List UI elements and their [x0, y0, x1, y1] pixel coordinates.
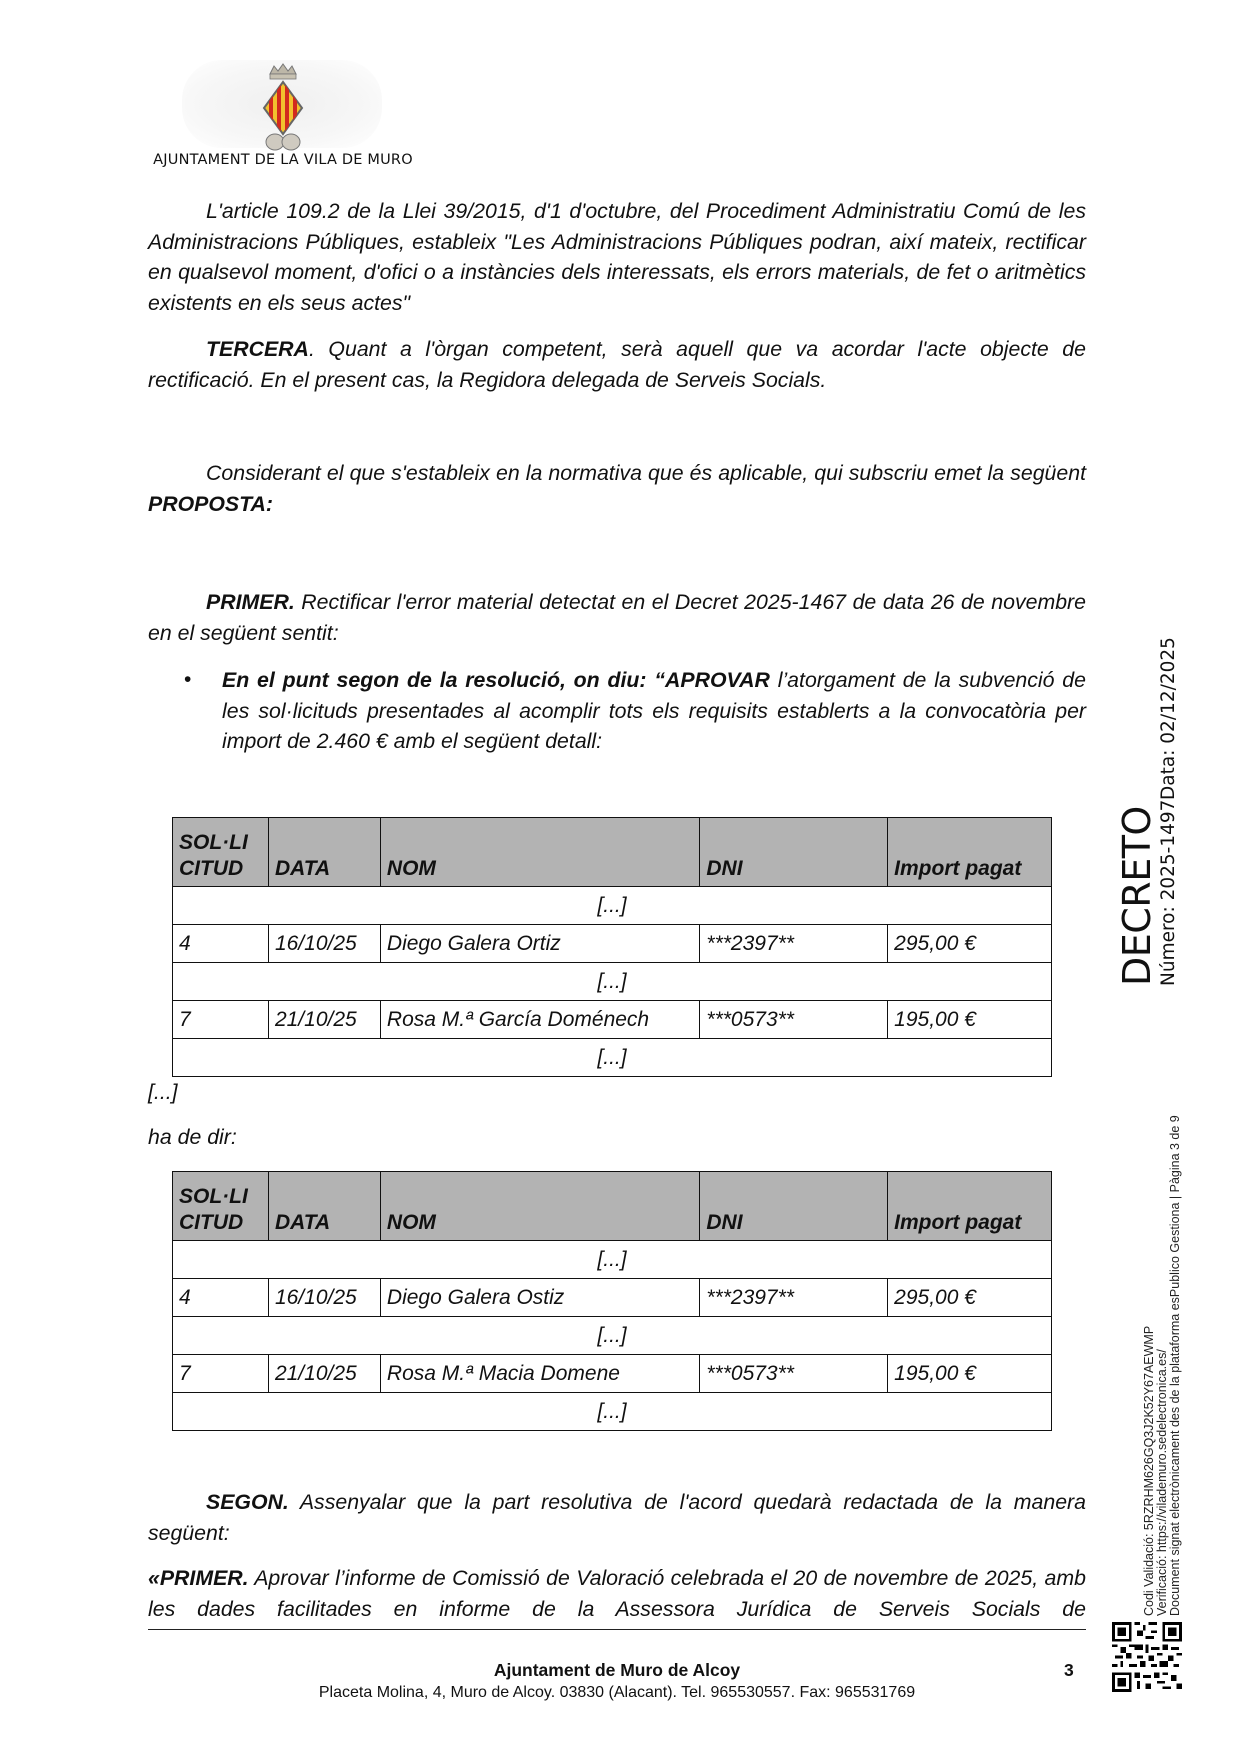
cell-nom: Diego Galera Ortiz [380, 925, 699, 963]
cell-nom: Rosa M.ª Macia Domene [380, 1355, 699, 1393]
ha-de-dir-text: ha de dir: [148, 1125, 237, 1149]
footer-divider [148, 1629, 1086, 1630]
table-row [173, 1317, 1052, 1355]
ellipsis-text: [...] [148, 1080, 178, 1104]
ellipsis-cell: [...] [173, 1241, 1052, 1279]
primer-resolution-label: «PRIMER. [148, 1566, 249, 1590]
primer-resolution-paragraph [148, 1563, 1086, 1624]
header-nom: NOM [380, 818, 699, 887]
header-import: Import pagat [888, 818, 1052, 887]
footer-address: Placeta Molina, 4, Muro de Alcoy. 03830 (Alacant). Tel. 965530557. Fax: 965531769 [318, 1684, 916, 1701]
verification-url[interactable]: Verificació: https://vilademuro.sedelectronica.es/ [1155, 1349, 1169, 1616]
cell-solicitud: 4 [173, 1279, 269, 1317]
cell-import: 195,00 € [888, 1001, 1052, 1039]
proposta-label: PROPOSTA: [148, 491, 274, 516]
page-number: 3 [1064, 1660, 1074, 1680]
bullet-icon: • [184, 668, 192, 691]
primer-text: Rectificar l'error material detectat en el Decret 2025-1467 de data 26 de novembre en el següent sentit: [148, 590, 1086, 645]
cell-data: 16/10/25 [268, 925, 380, 963]
ellipsis-cell: [...] [173, 887, 1052, 925]
organization-name: AJUNTAMENT DE LA VILA DE MURO [153, 152, 413, 168]
tercera-text: . Quant a l'òrgan competent, serà aquell que va acordar l'acte objecte de rectificació. En el present cas, la Regidora delegada de Serveis Socials. [148, 337, 1086, 392]
cell-dni: ***2397** [700, 925, 888, 963]
footer-organization: Ajuntament de Muro de Alcoy [493, 1660, 741, 1680]
header-solicitud: SOL·LI CITUD [173, 1172, 269, 1241]
signature-notice: Document signat electrònicament des de la plataforma esPublico Gestiona | Pàgina 3 de 9 [1168, 1115, 1182, 1616]
cell-nom: Diego Galera Ostiz [380, 1279, 699, 1317]
segon-paragraph [148, 1487, 1086, 1548]
cell-data: 16/10/25 [268, 1279, 380, 1317]
header-dni: DNI [700, 1172, 888, 1241]
table-header-row [173, 818, 1052, 887]
bullet-text: l’atorgament de la subvenció de les sol·licituds presentades al acomplir tots els requisits establerts a la convocatòria per import de 2.460 € amb el següent detall: [222, 668, 1086, 753]
table-row [173, 925, 1052, 963]
table-header-row [173, 1172, 1052, 1241]
table-row [173, 1355, 1052, 1393]
table-row [173, 1393, 1052, 1431]
article-paragraph [148, 196, 1086, 318]
cell-dni: ***0573** [700, 1355, 888, 1393]
header-solicitud: SOL·LI CITUD [173, 818, 269, 887]
article-text: L'article 109.2 de la Llei 39/2015, d'1 d'octubre, del Procediment Administratiu Comú de les Administracions Públiques, estableix "Les Administracions Públiques podran, així mateix, rectificar en qualsevol moment, d'ofici o a instàncies dels interessats, els errors materials, de fet o aritmètics existents en els seus actes" [148, 199, 1086, 315]
table-row [173, 1279, 1052, 1317]
cell-import: 195,00 € [888, 1355, 1052, 1393]
cell-data: 21/10/25 [268, 1001, 380, 1039]
cell-import: 295,00 € [888, 1279, 1052, 1317]
qr-code-icon [1112, 1622, 1182, 1692]
header-nom: NOM [380, 1172, 699, 1241]
ellipsis-cell: [...] [173, 1039, 1052, 1077]
table-row [173, 1001, 1052, 1039]
decreto-date: Data: 02/12/2025 [1158, 637, 1179, 800]
municipal-logo [152, 56, 414, 174]
primer-label: PRIMER. [206, 590, 295, 614]
cell-solicitud: 7 [173, 1355, 269, 1393]
table-row [173, 1241, 1052, 1279]
cell-dni: ***2397** [700, 1279, 888, 1317]
decreto-stamp-title: DECRETO [1115, 806, 1159, 986]
primer-paragraph [148, 587, 1086, 648]
considerant-text: Considerant el que s'estableix en la normativa que és aplicable, qui subscriu emet la següent [206, 461, 1086, 485]
considerant-paragraph [148, 458, 1086, 519]
header-data: DATA [268, 818, 380, 887]
decreto-number: Número: 2025-1497 [1158, 799, 1179, 986]
cell-nom: Rosa M.ª García Doménech [380, 1001, 699, 1039]
primer-resolution-text: Aprovar l’informe de Comissió de Valoració celebrada el 20 de novembre de 2025, amb les dades facilitades en informe de la Assessora Jurídica de Serveis Socials de [148, 1566, 1086, 1621]
ellipsis-cell: [...] [173, 963, 1052, 1001]
segon-label: SEGON. [206, 1490, 289, 1514]
cell-dni: ***0573** [700, 1001, 888, 1039]
ellipsis-cell: [...] [173, 1393, 1052, 1431]
coat-of-arms-icon [260, 62, 306, 154]
bullet-paragraph [222, 665, 1086, 757]
cell-import: 295,00 € [888, 925, 1052, 963]
cell-data: 21/10/25 [268, 1355, 380, 1393]
ellipsis-cell: [...] [173, 1317, 1052, 1355]
bullet-bold-text: En el punt segon de la resolució, on diu: “APROVAR [222, 668, 770, 692]
validation-code: Codi Validació: 5RZRHM626GQ3J2K52Y67AEWMP [1142, 1325, 1156, 1616]
header-data: DATA [268, 1172, 380, 1241]
corrected-table [172, 1171, 1052, 1431]
table-row [173, 1039, 1052, 1077]
header-dni: DNI [700, 818, 888, 887]
cell-solicitud: 4 [173, 925, 269, 963]
table-row [173, 887, 1052, 925]
table-row [173, 963, 1052, 1001]
original-table [172, 817, 1052, 1077]
segon-text: Assenyalar que la part resolutiva de l'acord quedarà redactada de la manera següent: [148, 1490, 1086, 1545]
header-import: Import pagat [888, 1172, 1052, 1241]
tercera-paragraph [148, 334, 1086, 395]
tercera-label: TERCERA [206, 337, 309, 361]
cell-solicitud: 7 [173, 1001, 269, 1039]
